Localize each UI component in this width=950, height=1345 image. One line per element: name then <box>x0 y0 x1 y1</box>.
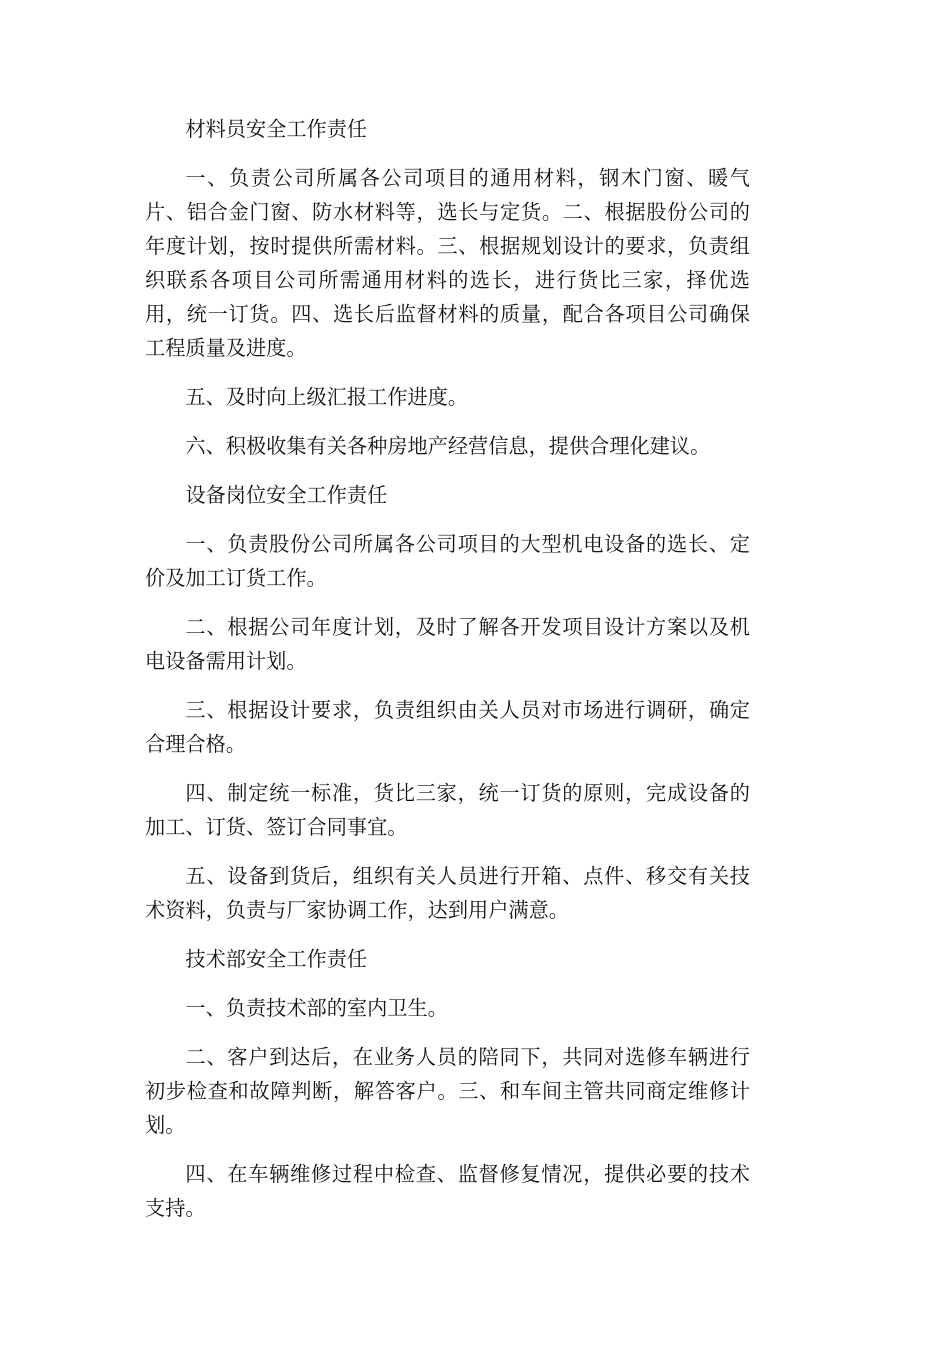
paragraph: 六、积极收集有关各种房地产经营信息，提供合理化建议。 <box>185 434 711 458</box>
paragraph: 二、根据公司年度计划，及时了解各开发项目设计方案以及机电设备需用计划。 <box>145 615 750 673</box>
section-title-equipment: 设备岗位安全工作责任 <box>185 483 388 507</box>
paragraph: 二、客户到达后，在业务人员的陪同下，共同对选修车辆进行初步检查和故障判断，解答客户。三、和车间主管共同商定维修计划。 <box>145 1045 750 1137</box>
paragraph: 一、负责股份公司所属各公司项目的大型机电设备的选长、定价及加工订货工作。 <box>145 532 750 590</box>
paragraph: 五、及时向上级汇报工作进度。 <box>185 385 469 409</box>
document-page <box>145 112 750 1240</box>
paragraph: 三、根据设计要求，负责组织由关人员对市场进行调研，确定合理合格。 <box>145 698 750 756</box>
paragraph: 一、负责公司所属各公司项目的通用材料，钢木门窗、暖气片、铝合金门窗、防水材料等，选长与定货。二、根据股份公司的年度计划，按时提供所需材料。三、根据规划设计的要求，负责组织联系各项目公司所需通用材料的选长，进行货比三家，择优选用，统一订货。四、选长后监督材料的质量，配合各项目公司确保工程质量及进度。 <box>145 166 750 360</box>
paragraph: 五、设备到货后，组织有关人员进行开箱、点件、移交有关技术资料，负责与厂家协调工作，达到用户满意。 <box>145 864 750 922</box>
paragraph: 四、在车辆维修过程中检查、监督修复情况，提供必要的技术支持。 <box>145 1162 750 1220</box>
section-title-materials: 材料员安全工作责任 <box>185 117 368 141</box>
paragraph: 一、负责技术部的室内卫生。 <box>185 996 448 1020</box>
paragraph: 四、制定统一标准，货比三家，统一订货的原则，完成设备的加工、订货、签订合同事宜。 <box>145 781 750 839</box>
section-title-technical: 技术部安全工作责任 <box>185 947 368 971</box>
